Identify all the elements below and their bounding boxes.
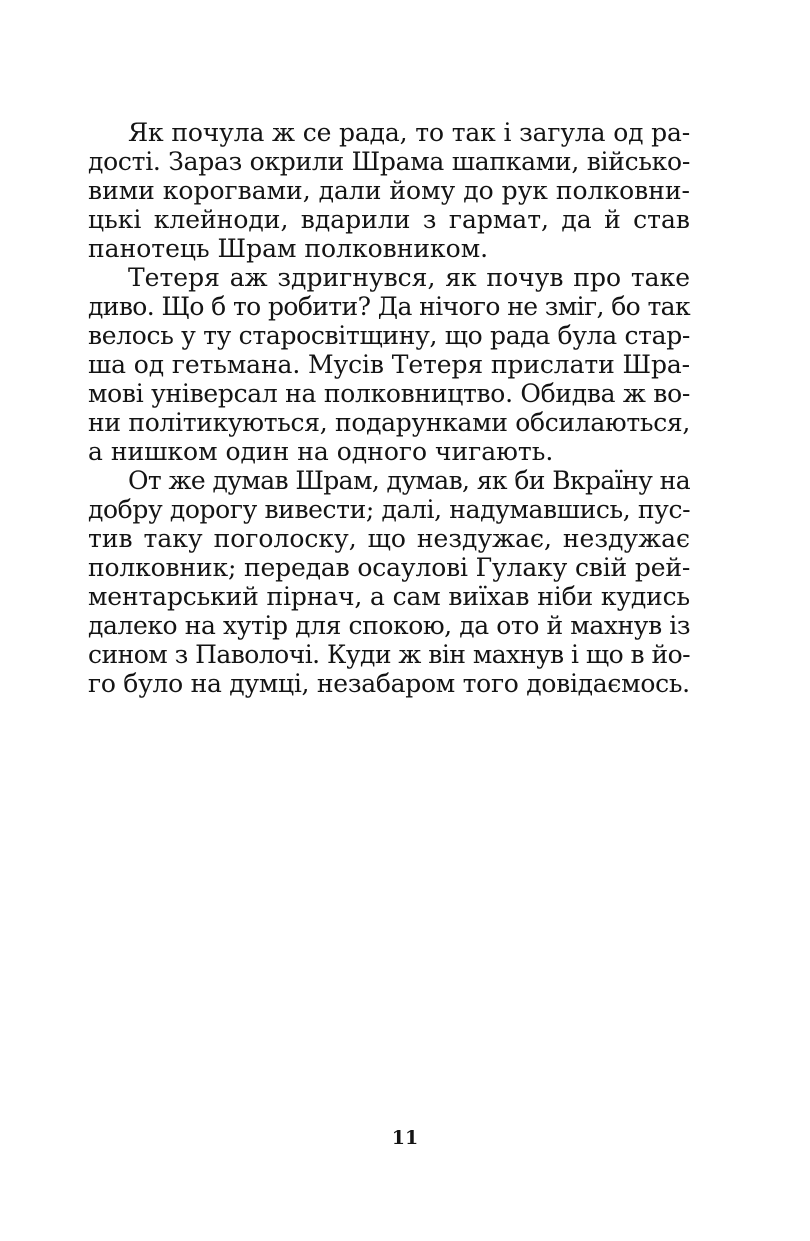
paragraph-2 [88,263,690,466]
text-line: велось у ту старосвітщину, що рада була стар- [88,321,691,350]
text-line: полковник; передав осаулові Гулаку свій рей- [88,553,691,582]
text-line: панотець Шрам полковником. [88,234,489,263]
text-line: вими корогвами, дали йому до рук полковни- [88,176,691,205]
text-line: ни політикуються, подарунками обсилаються, [88,408,690,437]
text-line: От же думав Шрам, думав, як би Вкраїну на [128,466,690,495]
text-line: мові універсал на полковництво. Обидва ж во- [88,379,690,408]
text-line: Тетеря аж здригнувся, як почув про таке [128,263,690,292]
page-number: 11 [391,1127,419,1149]
text-line: цькі клейноди, вдарили з гармат, да й став [88,205,690,234]
text-line: го було на думці, незабаром того довідаємось. [88,669,690,698]
text-line: диво. Що б то робити? Да нічого не зміг, бо так [88,292,690,321]
text-line: дості. Зараз окрили Шрама шапками, військо- [88,147,690,176]
paragraph-3 [88,466,690,698]
body-text [88,118,690,698]
text-line: а нишком один на одного чигають. [88,437,554,466]
text-line: Як почула ж се рада, то так і загула од ра- [128,118,691,147]
text-line: добру дорогу вивести; далі, надумавшись, пус- [88,495,691,524]
text-line: сином з Паволочі. Куди ж він махнув і що в йо- [88,640,691,669]
text-line: тив таку поголоску, що нездужає, нездужає [88,524,690,553]
paragraph-1 [88,118,690,263]
text-line: далеко на хутір для спокою, да ото й махнув із [88,611,691,640]
text-line: ша од гетьмана. Мусів Тетеря прислати Шра- [88,350,691,379]
text-line: ментарський пірнач, а сам виїхав ніби кудись [88,582,690,611]
